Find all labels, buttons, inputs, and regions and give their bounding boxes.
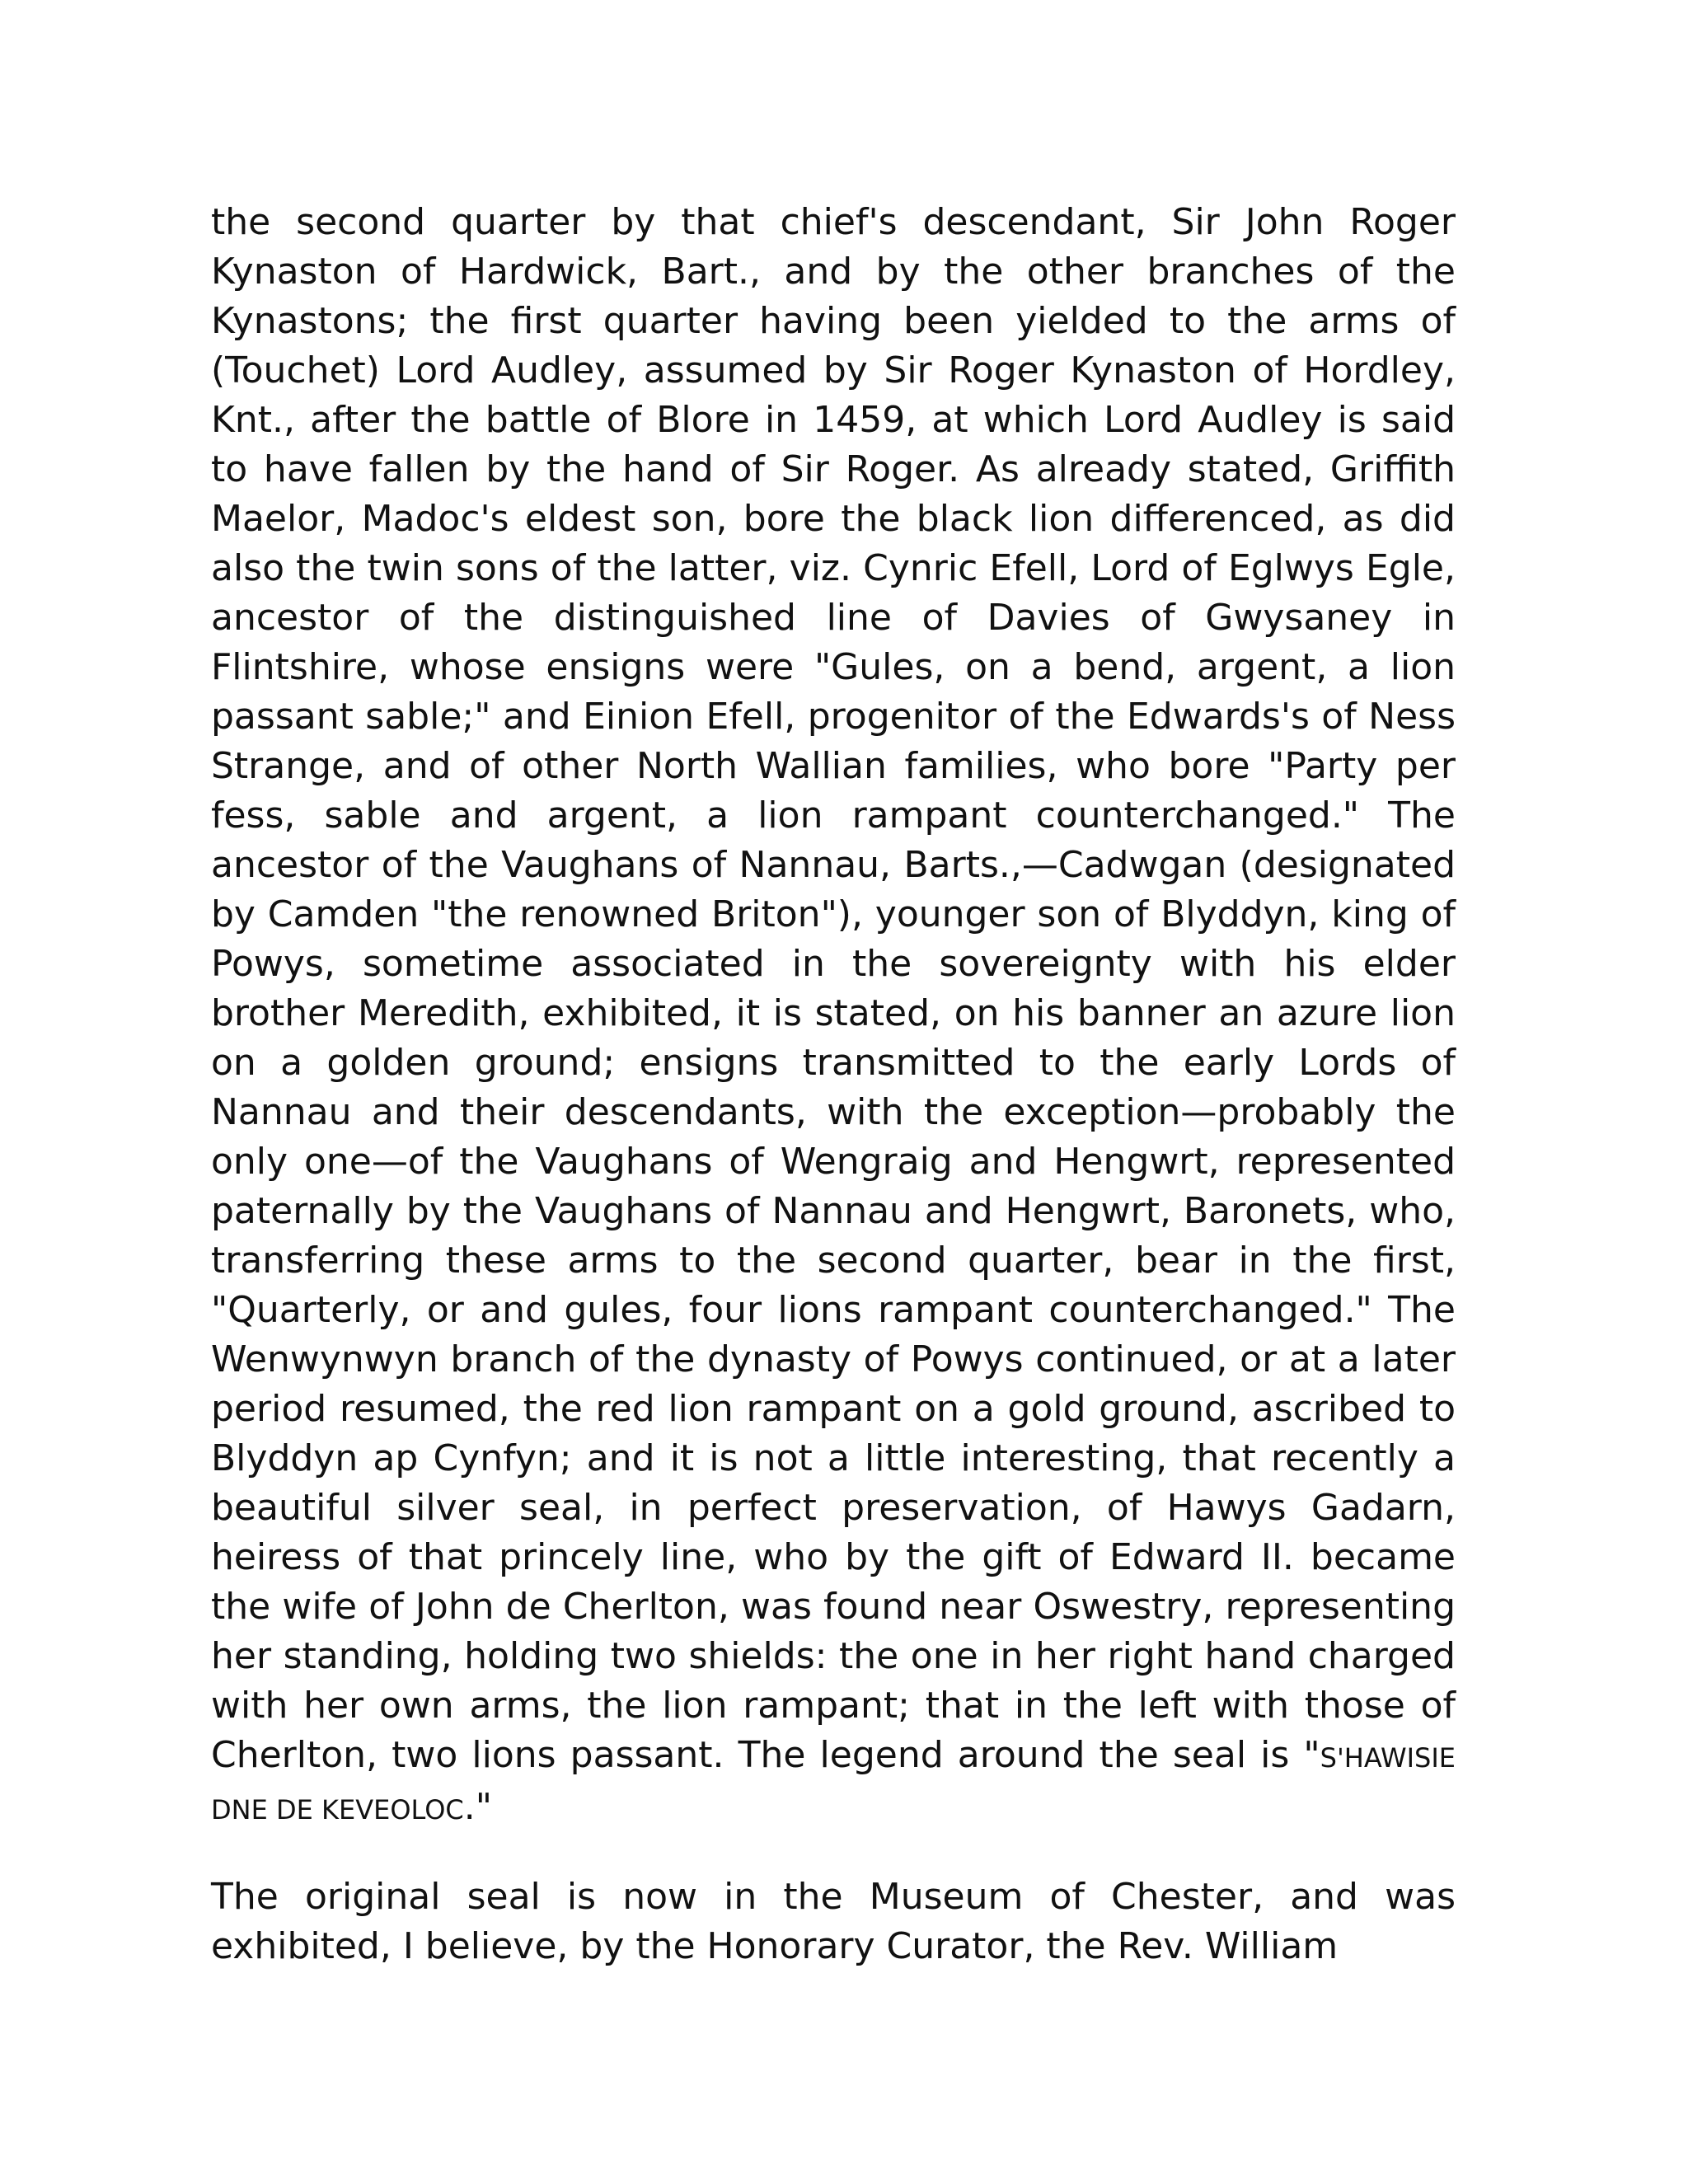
paragraph-2: The original seal is now in the Museum of Chester, and was exhibited, I believe, by the Honorary Curator, the Rev. William	[211, 1876, 1456, 1967]
seal-legend: S'HAWISIE DNE DE KEVEOLOC	[211, 1742, 1456, 1825]
document-page	[211, 198, 1456, 2009]
paragraph-1	[211, 198, 1456, 1835]
paragraph-1-text: the second quarter by that chief's descendant, Sir John Roger Kynaston of Hardwick, Bart., and by the other branches of the Kynastons; the first quarter having been yielded to the arms of (Touchet) Lord Audley, assumed by Sir Roger Kynaston of Hordley, Knt., after the battle of Blore in 1459, at which Lord Audley is said to have fallen by the hand of Sir Roger. As already stated, Griffith Maelor, Madoc's eldest son, bore the black lion differenced, as did also the twin sons of the latter, viz. Cynric Efell, Lord of Eglwys Egle, ancestor of the distinguished line of Davies of Gwysaney in Flintshire, whose ensigns were "Gules, on a bend, argent, a lion passant sable;" and Einion Efell, progenitor of the Edwards's of Ness Strange, and of other North Wallian families, who bore "Party per fess, sable and argent, a lion rampant counterchanged." The ancestor of the Vaughans of Nannau, Barts.,—Cadwgan (designated by Camden "the renowned Briton"), younger son of Blyddyn, king of Powys, sometime associated in the sovereignty with his elder brother Meredith, exhibited, it is stated, on his banner an azure lion on a golden ground; ensigns transmitted to the early Lords of Nannau and their descendants, with the exception—probably the only one—of the Vaughans of Wengraig and Hengwrt, represented paternally by the Vaughans of Nannau and Hengwrt, Baronets, who, transferring these arms to the second quarter, bear in the first, "Quarterly, or and gules, four lions rampant counterchanged." The Wenwynwyn branch of the dynasty of Powys continued, or at a later period resumed, the red lion rampant on a gold ground, ascribed to Blyddyn ap Cynfyn; and it is not a little interesting, that recently a beautiful silver seal, in perfect preservation, of Hawys Gadarn, heiress of that princely line, who by the gift of Edward II. became the wife of John de Cherlton, was found near Oswestry, representing her standing, holding two shields: the one in her right hand charged with her own arms, the lion rampant; that in the left with those of Cherlton, two lions passant. The legend around the seal is "	[211, 201, 1456, 1776]
paragraph-1-end: ."	[463, 1786, 492, 1828]
